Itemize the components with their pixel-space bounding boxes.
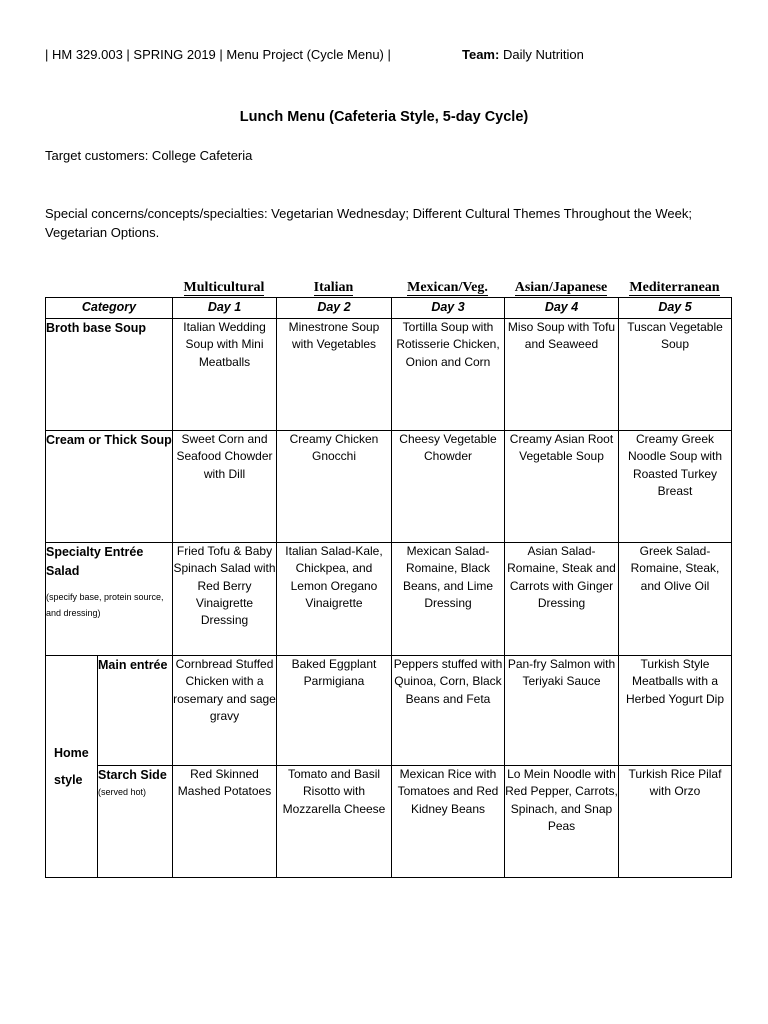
salad-day-5: Greek Salad-Romaine, Steak, and Olive Oil [619, 543, 732, 656]
starch-day-1: Red Skinned Mashed Potatoes [173, 766, 277, 878]
cream-day-1: Sweet Corn and Seafood Chowder with Dill [173, 431, 277, 543]
theme-day-3: Mexican/Veg. [407, 280, 488, 295]
category-main-entree: Main entrée [98, 656, 173, 766]
header-day-2: Day 2 [277, 298, 392, 319]
cream-day-3: Cheesy Vegetable Chowder [392, 431, 505, 543]
broth-day-1: Italian Wedding Soup with Mini Meatballs [173, 319, 277, 431]
table-header-row [46, 298, 732, 319]
table-row-broth [46, 319, 732, 431]
header-day-1: Day 1 [173, 298, 277, 319]
main-day-2: Baked Eggplant Parmigiana [277, 656, 392, 766]
salad-label: Specialty Entrée Salad [46, 545, 144, 578]
starch-day-4: Lo Mein Noodle with Red Pepper, Carrots, Spinach, and Snap Peas [505, 766, 619, 878]
salad-day-4: Asian Salad-Romaine, Steak and Carrots with Ginger Dressing [505, 543, 619, 656]
broth-day-2: Minestrone Soup with Vegetables [277, 319, 392, 431]
broth-day-4: Miso Soup with Tofu and Seaweed [505, 319, 619, 431]
special-concerns: Special concerns/concepts/specialties: Vegetarian Wednesday; Different Cultural Themes Throughout the Week; Vegetarian Options. [45, 206, 692, 240]
menu-table [45, 297, 732, 878]
starch-day-5: Turkish Rice Pilaf with Orzo [619, 766, 732, 878]
starch-day-2: Tomato and Basil Risotto with Mozzarella Cheese [277, 766, 392, 878]
cream-day-5: Creamy Greek Noodle Soup with Roasted Turkey Breast [619, 431, 732, 543]
team-name: Daily Nutrition [502, 47, 584, 62]
starch-day-3: Mexican Rice with Tomatoes and Red Kidney Beans [392, 766, 505, 878]
category-specialty-salad [46, 543, 173, 656]
table-row-starch [46, 766, 732, 878]
header-day-4: Day 4 [505, 298, 619, 319]
starch-label: Starch Side [98, 768, 167, 782]
cream-day-4: Creamy Asian Root Vegetable Soup [505, 431, 619, 543]
table-row-cream [46, 431, 732, 543]
target-customers: Target customers: College Cafeteria [45, 148, 253, 163]
theme-day-5: Mediterranean [629, 280, 720, 295]
category-cream-soup: Cream or Thick Soup [46, 431, 173, 543]
header-day-3: Day 3 [392, 298, 505, 319]
salad-day-2: Italian Salad-Kale, Chickpea, and Lemon Oregano Vinaigrette [277, 543, 392, 656]
category-broth-soup: Broth base Soup [46, 319, 173, 431]
team-line [462, 47, 584, 62]
header-day-5: Day 5 [619, 298, 732, 319]
theme-day-2: Italian [313, 280, 354, 295]
theme-day-1: Multicultural [183, 280, 265, 295]
main-day-1: Cornbread Stuffed Chicken with a rosemary and sage gravy [173, 656, 277, 766]
category-home-style: Home style [46, 656, 98, 878]
header-category: Category [46, 298, 173, 319]
cream-day-2: Creamy Chicken Gnocchi [277, 431, 392, 543]
page-title: Lunch Menu (Cafeteria Style, 5-day Cycle) [239, 109, 529, 125]
salad-note: (specify base, protein source, and dressing) [46, 592, 164, 618]
theme-day-4: Asian/Japanese [514, 280, 608, 295]
salad-day-1: Fried Tofu & Baby Spinach Salad with Red Berry Vinaigrette Dressing [173, 543, 277, 656]
broth-day-3: Tortilla Soup with Rotisserie Chicken, Onion and Corn [392, 319, 505, 431]
table-row-main [46, 656, 732, 766]
main-day-4: Pan-fry Salmon with Teriyaki Sauce [505, 656, 619, 766]
table-row-salad [46, 543, 732, 656]
main-day-3: Peppers stuffed with Quinoa, Corn, Black Beans and Feta [392, 656, 505, 766]
course-header: | HM 329.003 | SPRING 2019 | Menu Project (Cycle Menu) | [45, 47, 391, 62]
category-starch-side [98, 766, 173, 878]
main-day-5: Turkish Style Meatballs with a Herbed Yogurt Dip [619, 656, 732, 766]
team-label: Team: [462, 47, 500, 62]
broth-day-5: Tuscan Vegetable Soup [619, 319, 732, 431]
starch-note: (served hot) [98, 787, 147, 797]
salad-day-3: Mexican Salad-Romaine, Black Beans, and Lime Dressing [392, 543, 505, 656]
